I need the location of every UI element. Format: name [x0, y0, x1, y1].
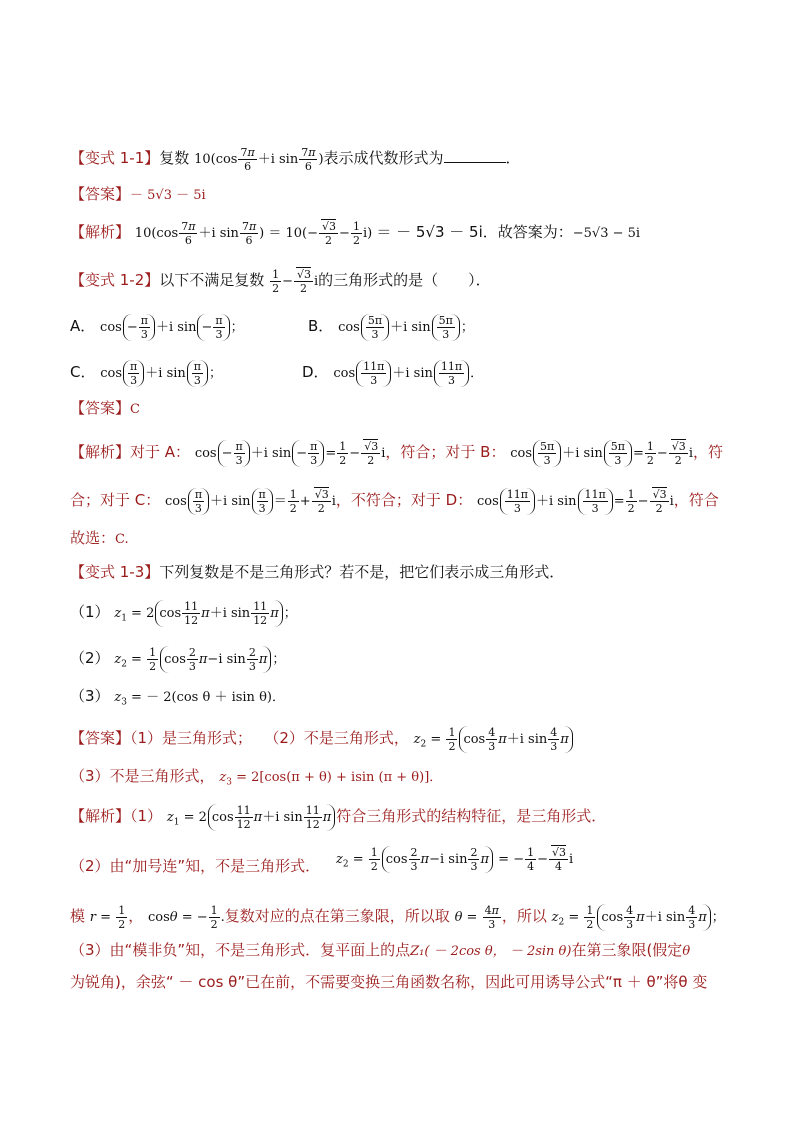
variant-tag: 【变式 1-1】 [70, 149, 160, 167]
variant-1-2-solution-line2: 合；对于 C： cos $\frac{\pi}{3}$ ＋i sin $\frac{\pi}{3}$ ＝ $\frac{1}{2}$ + $\frac{√3}{2}$ i，不符合；对于 D： cos $\frac{11\pi}{3}$ ＋i sin $\frac{11\pi}{3}$ = $\frac{1}{2}$ − $\frac{√3}{2}$ i，符合 [70, 488, 719, 515]
variant-1-3-solution-3b: 为锐角)，余弦“ － cos θ”已在前，不需要变换三角函数名称，因此可用诱导公式“π ＋ θ”将θ 变 [70, 973, 708, 991]
answer-blank [444, 148, 506, 163]
options-row-ab: A． cos − $\frac{\pi}{3}$ ＋i sin − $\frac{\pi}{3}$ ； [70, 314, 244, 341]
option-d: D． cos $\frac{11\pi}{3}$ ＋i sin $\frac{11\pi}{3}$ ． [302, 360, 484, 387]
variant-1-1-answer: 【答案】－ 5√3 － 5i [70, 185, 206, 203]
variant-1-3-solution-1: 【解析】（1） $z_1 = 2$ cos $\frac{11}{12}$ π＋i sin $\frac{11}{12}$ π 符合三角形式的结构特征，是三角形式． [70, 804, 607, 831]
variant-1-2-conclusion: 故选：C. [70, 529, 129, 547]
variant-1-3-question: 【变式 1-3】下列复数是不是三角形式？若不是，把它们表示成三角形式． [70, 563, 565, 581]
item-3: （3） $z_3$ = － 2(cos θ ＋ isin θ)． [70, 687, 285, 708]
variant-1-3-answer-line1: 【答案】（1）是三角形式； （2）不是三角形式， $z_2$ = $\frac{1}{2}$ cos $\frac{4}{3}$ π＋i sin $\frac{4}{3}$ π [70, 726, 574, 755]
option-c: C． cos $\frac{\pi}{3}$ ＋i sin $\frac{\pi}{3}$ ； [70, 360, 223, 387]
item-1: （1） $z_1 = 2$ cos $\frac{11}{12}$ π＋i sin $\frac{11}{12}$ π ； [70, 600, 297, 627]
variant-1-2-answer: 【答案】C [70, 399, 140, 417]
variant-1-2-solution-line1: 【解析】对于 A： cos − $\frac{\pi}{3}$ ＋i sin − $\frac{\pi}{3}$ = $\frac{1}{2}$ − $\frac{√3}{2}$ i，符合；对于 B： cos $\frac{5\pi}{3}$ ＋i sin $\frac{5\pi}{3}$ = $\frac{1}{2}$ − $\frac{√3}{2}$ i，符 [70, 440, 723, 467]
variant-1-3-solution-2: （2）由“加号连”知，不是三角形式． [70, 857, 321, 875]
solution-2-expression: $z_2$ = $\frac{1}{2}$ cos $\frac{2}{3}$ π−i sin $\frac{2}{3}$ π = − $\frac{1}{4}$ − $\frac{√3}{4}$ i [336, 846, 574, 873]
variant-1-3-solution-2b: 模 r = $\frac{1}{2}$ ， cosθ = − $\frac{1}{2}$ .复数对应的点在第三象限，所以取 θ = $\frac{4\pi}{3}$ ，所以 $z_2$ = $\frac{1}{2}$ cos $\frac{4}{3}$ π＋i sin $\frac{4}{3}$ π ； [70, 904, 725, 931]
variant-1-1-question: 【变式 1-1】复数 10(cos $\frac{7\pi}{6}$ ＋i sin $\frac{7\pi}{6}$ )表示成代数形式为 ． [70, 146, 521, 173]
variant-1-1-solution: 【解析】 10(cos $\frac{7\pi}{6}$ ＋i sin $\frac{7\pi}{6}$ ) ＝ 10(− $\frac{√3}{2}$ − $\frac{1}{2}$ i) ＝ － 5√3 － 5i．故答案为：−5√3 − 5i [70, 220, 641, 247]
variant-1-2-question: 【变式 1-2】以下不满足复数 $\frac{1}{2}$ − $\frac{√3}{2}$ i的三角形式的是（ ）． [70, 268, 491, 295]
variant-1-3-answer-line2: （3）不是三角形式， $z_3 = 2[\cos(\pi + \theta) + isin$ (π + θ)]． [70, 767, 443, 788]
option-b: B． cos $\frac{5\pi}{3}$ ＋i sin $\frac{5\pi}{3}$ ； [308, 314, 474, 341]
variant-1-3-solution-3a: （3）由“模非负”知，不是三角形式．复平面上的点Z₁( － 2cos θ， － 2sin θ)在第三象限(假定θ [70, 941, 691, 959]
item-2: （2） $z_2$ = $\frac{1}{2}$ cos $\frac{2}{3}$ π−i sin $\frac{2}{3}$ π ； [70, 646, 286, 673]
